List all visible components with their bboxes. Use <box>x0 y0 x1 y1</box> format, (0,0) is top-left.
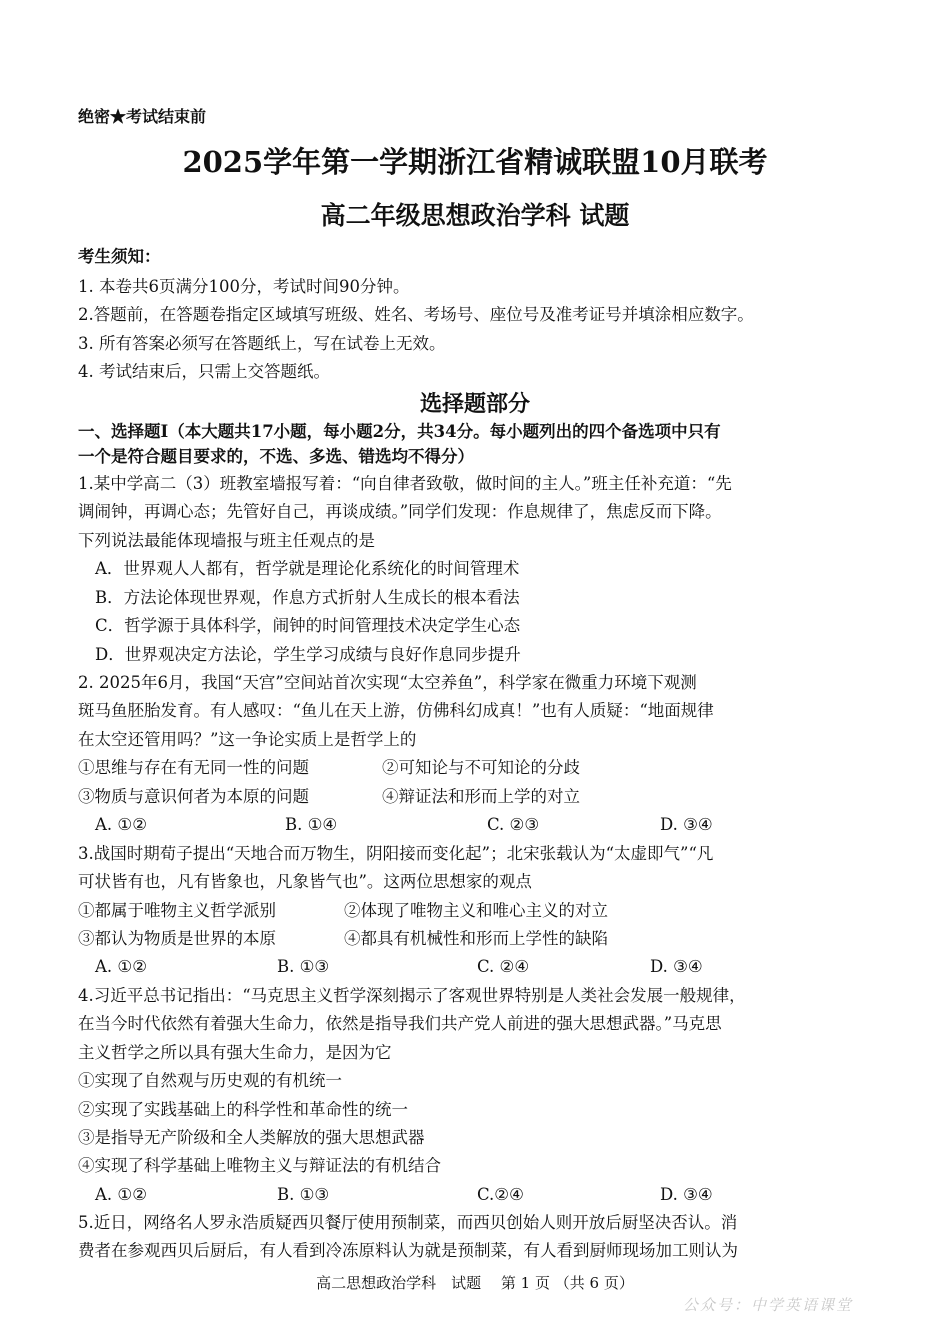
question-2-choice-d: D. ③④ <box>660 815 713 834</box>
question-5-text: 费者在参观西贝后厨后，有人看到冷冻原料认为就是预制菜，有人看到厨师现场加工则认为 <box>78 1241 738 1260</box>
question-1-text: 1.某中学高二（3）班教室墙报写着：“向自律者致敬，做时间的主人。”班主任补充道：“先 <box>78 474 732 493</box>
question-3-text: 可状皆有也，凡有皆象也，凡象皆气也”。这两位思想家的观点 <box>78 872 532 891</box>
notice-item: 2.答题前，在答题卷指定区域填写班级、姓名、考场号、座位号及准考证号并填涂相应数字。 <box>78 305 754 324</box>
question-1-text: 下列说法最能体现墙报与班主任观点的是 <box>78 531 375 550</box>
section-title: 选择题部分 <box>419 391 530 417</box>
question-1-option-d: D．世界观决定方法论，学生学习成绩与良好作息同步提升 <box>95 645 521 664</box>
page-footer: 高二思想政治学科 试题 第 1 页 （共 6 页） <box>316 1274 634 1292</box>
question-4-choice-b: B. ①③ <box>277 1185 330 1204</box>
question-3-choice-c: C. ②④ <box>477 957 530 976</box>
question-2-text: 2. 2025年6月，我国“天宫”空间站首次实现“太空养鱼”，科学家在微重力环境下观测 <box>78 673 697 692</box>
question-5-text: 5.近日，网络名人罗永浩质疑西贝餐厅使用预制菜，而西贝创始人则开放后厨坚决否认。消 <box>78 1213 738 1232</box>
question-4-choice-d: D. ③④ <box>660 1185 713 1204</box>
question-4-text: 4.习近平总书记指出：“马克思主义哲学深刻揭示了客观世界特别是人类社会发展一般规律， <box>78 986 746 1005</box>
question-4-item: ②实现了实践基础上的科学性和革命性的统一 <box>78 1100 408 1119</box>
question-1-option-c: C．哲学源于具体科学，闹钟的时间管理技术决定学生心态 <box>95 616 521 635</box>
section-intro: 一、选择题Ⅰ（本大题共17小题，每小题2分，共34分。每小题列出的四个备选项中只有 <box>78 422 721 441</box>
notice-item: 3. 所有答案必须写在答题纸上，写在试卷上无效。 <box>78 334 446 353</box>
question-2-choice-c: C. ②③ <box>487 815 540 834</box>
question-2-item: ②可知论与不可知论的分歧 <box>382 758 580 777</box>
question-1-text: 调闹钟，再调心态；先管好自己，再谈成绩。”同学们发现：作息规律了，焦虑反而下降。 <box>78 502 722 521</box>
question-3-choice-d: D. ③④ <box>650 957 703 976</box>
question-3-item: ④都具有机械性和形而上学性的缺陷 <box>344 929 608 948</box>
question-2-item: ①思维与存在有无同一性的问题 <box>78 758 309 777</box>
question-4-text: 主义哲学之所以具有强大生命力，是因为它 <box>78 1043 392 1062</box>
question-2-text: 斑马鱼胚胎发育。有人感叹：“鱼儿在天上游，仿佛科幻成真！”也有人质疑：“地面规律 <box>78 701 714 720</box>
question-3-choice-b: B. ①③ <box>277 957 330 976</box>
question-3-text: 3.战国时期荀子提出“天地合而万物生，阴阳接而变化起”；北宋张载认为“太虚即气”“凡 <box>78 844 714 863</box>
question-3-item: ③都认为物质是世界的本原 <box>78 929 276 948</box>
section-intro: 一个是符合题目要求的，不选、多选、错选均不得分） <box>78 447 474 466</box>
exam-title: 2025学年第一学期浙江省精诚联盟10月联考 <box>182 145 768 179</box>
question-3-choice-a: A. ①② <box>95 957 147 976</box>
question-1-option-a: A．世界观人人都有，哲学就是理论化系统化的时间管理术 <box>95 559 520 578</box>
secret-label: 绝密★考试结束前 <box>78 107 207 126</box>
notice-item: 4. 考试结束后，只需上交答题纸。 <box>78 362 330 381</box>
question-4-item: ③是指导无产阶级和全人类解放的强大思想武器 <box>78 1128 425 1147</box>
question-3-item: ②体现了唯物主义和唯心主义的对立 <box>344 901 608 920</box>
question-4-item: ④实现了科学基础上唯物主义与辩证法的有机结合 <box>78 1156 441 1175</box>
watermark: 公众号：中学英语课堂 <box>683 1296 854 1314</box>
exam-subtitle: 高二年级思想政治学科 试题 <box>320 201 630 230</box>
notice-item: 1. 本卷共6页满分100分，考试时间90分钟。 <box>78 277 410 296</box>
question-2-choice-a: A. ①② <box>95 815 147 834</box>
question-3-item: ①都属于唯物主义哲学派别 <box>78 901 276 920</box>
question-2-choice-b: B. ①④ <box>285 815 338 834</box>
notice-heading: 考生须知： <box>78 247 161 266</box>
question-4-text: 在当今时代依然有着强大生命力，依然是指导我们共产党人前进的强大思想武器。”马克思 <box>78 1014 722 1033</box>
question-1-option-b: B．方法论体现世界观，作息方式折射人生成长的根本看法 <box>95 588 520 607</box>
question-4-choice-c: C.②④ <box>477 1185 524 1204</box>
question-4-choice-a: A. ①② <box>95 1185 147 1204</box>
question-2-text: 在太空还管用吗？”这一争论实质上是哲学上的 <box>78 730 417 749</box>
question-2-item: ③物质与意识何者为本原的问题 <box>78 787 309 806</box>
question-4-item: ①实现了自然观与历史观的有机统一 <box>78 1071 342 1090</box>
question-2-item: ④辩证法和形而上学的对立 <box>382 787 580 806</box>
